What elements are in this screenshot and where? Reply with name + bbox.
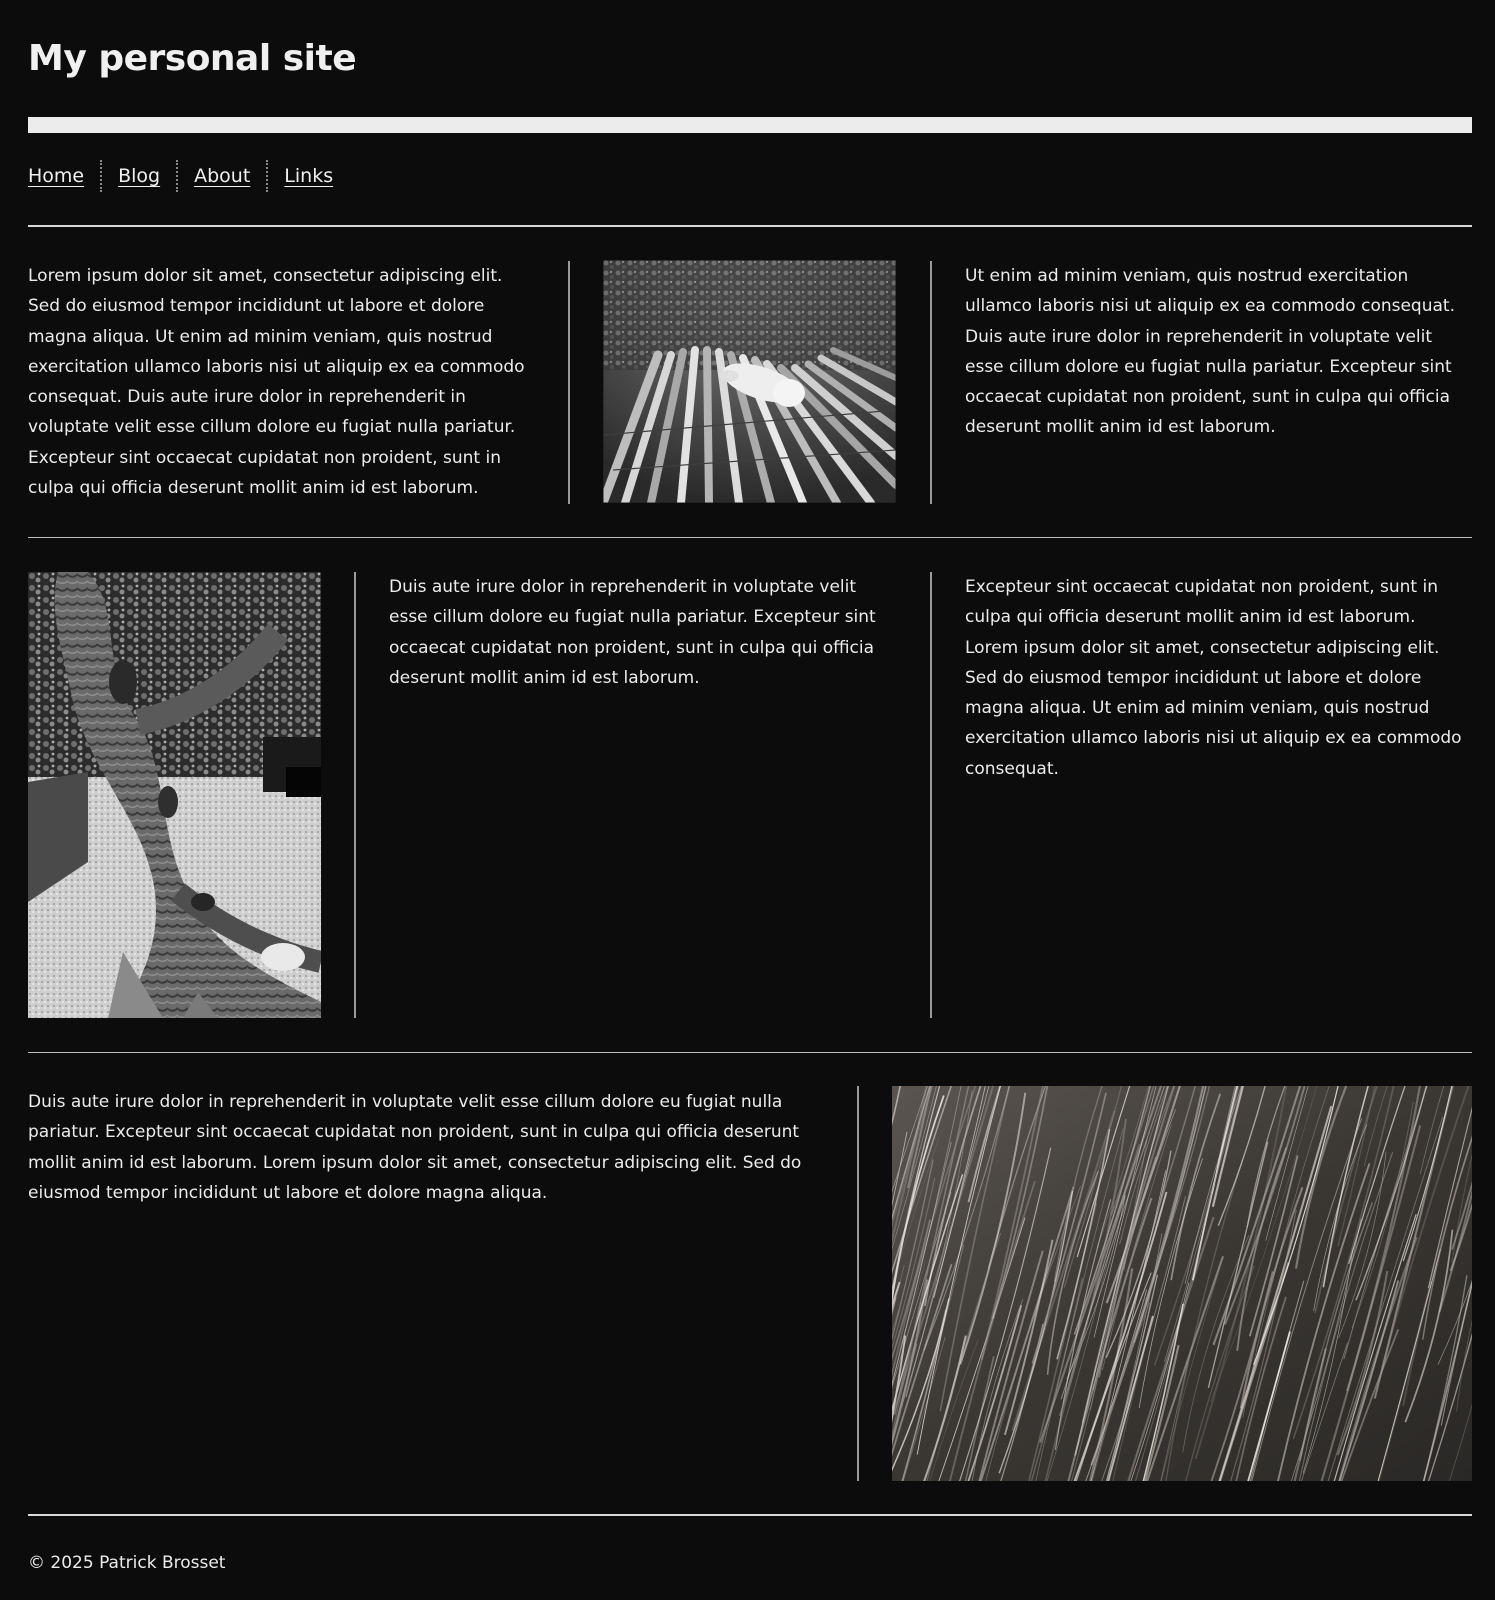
divider	[28, 1052, 1472, 1053]
olive-tree-photo	[28, 572, 321, 1018]
divider	[28, 225, 1472, 227]
row3-left-paragraph: Duis aute irure dolor in reprehenderit in voluptate velit esse cillum dolore eu fugiat nulla pariatur. Excepteur sint occaecat cupidatat non proident, sunt in culpa qui officia deserunt mollit anim id est laborum. Lorem ipsum dolor sit amet, consectetur adipiscing elit. Sed do eiusmod tempor incididunt ut labore et dolore magna aliqua.	[28, 1092, 802, 1203]
column-divider	[857, 1086, 859, 1481]
row1-right-paragraph: Ut enim ad minim veniam, quis nostrud exercitation ullamco laboris nisi ut aliquip ex ea commodo consequat. Duis aute irure dolor in reprehenderit in voluptate velit esse cillum dolore eu fugiat nulla pariatur. Excepteur sint occaecat cupidatat non proident, sunt in culpa qui officia deserunt mollit anim id est laborum.	[965, 266, 1455, 438]
nav-link-links[interactable]: Links	[284, 165, 334, 187]
row1-left-paragraph: Lorem ipsum dolor sit amet, consectetur adipiscing elit. Sed do eiusmod tempor incididunt ut labore et dolore magna aliqua. Ut enim ad minim veniam, quis nostrud exercitation ullamco laboris nisi ut aliquip ex ea commodo consequat. Duis aute irure dolor in reprehenderit in voluptate velit esse cillum dolore eu fugiat nulla pariatur. Excepteur sint occaecat cupidatat non proident, sunt in culpa qui officia deserunt mollit anim id est laborum.	[28, 266, 525, 499]
nav-link-home[interactable]: Home	[28, 165, 85, 187]
cat-on-bamboo-photo	[603, 260, 896, 503]
footer-copyright: © 2025 Patrick Brosset	[28, 1553, 226, 1573]
row2-middle-paragraph: Duis aute irure dolor in reprehenderit in voluptate velit esse cillum dolore eu fugiat nulla pariatur. Excepteur sint occaecat cupidatat non proident, sunt in culpa qui officia deserunt mollit anim id est laborum.	[389, 577, 876, 688]
column-divider	[930, 572, 932, 1018]
column-divider	[354, 572, 356, 1018]
divider	[28, 1514, 1472, 1516]
nav-separator	[266, 160, 268, 192]
header-bar	[28, 117, 1472, 133]
divider	[28, 537, 1472, 538]
rain-streaks-photo	[892, 1086, 1472, 1481]
nav-separator	[176, 160, 178, 192]
column-divider	[930, 261, 932, 504]
nav-separator	[100, 160, 102, 192]
row2-right-paragraph: Excepteur sint occaecat cupidatat non proident, sunt in culpa qui officia deserunt mollit anim id est laborum. Lorem ipsum dolor sit amet, consectetur adipiscing elit. Sed do eiusmod tempor incididunt ut labore et dolore magna aliqua. Ut enim ad minim veniam, quis nostrud exercitation ullamco laboris nisi ut aliquip ex ea commodo consequat.	[965, 577, 1462, 779]
site-title: My personal site	[28, 38, 357, 79]
column-divider	[568, 261, 570, 504]
nav-link-blog[interactable]: Blog	[118, 165, 161, 187]
main-nav	[28, 160, 333, 192]
nav-link-about[interactable]: About	[194, 165, 251, 187]
